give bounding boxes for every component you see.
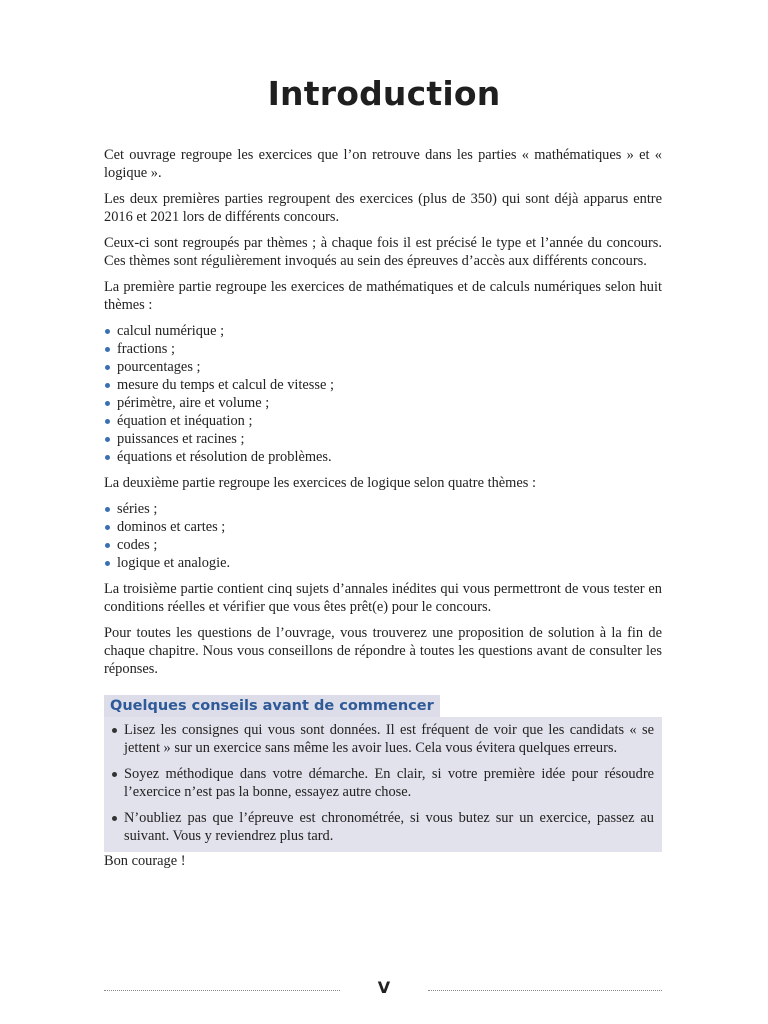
- list-item: fractions ;: [104, 340, 662, 358]
- paragraph-intro: Cet ouvrage regroupe les exercices que l’on retrouve dans les parties « mathématiques » et « logique ».: [104, 147, 662, 181]
- list-item: logique et analogie.: [104, 554, 662, 572]
- paragraph-themes: Ceux-ci sont regroupés par thèmes ; à chaque fois il est précisé le type et l’année du concours. Ces thèmes sont régulièrement invoqués au sein des épreuves d’accès aux différents concours.: [104, 235, 662, 269]
- paragraph-part-three: La troisième partie contient cinq sujets d’annales inédites qui vous permettront de vous tester en conditions réelles et vérifier que vous êtes prêt(e) pour le concours.: [104, 581, 662, 615]
- footer-divider-left: [104, 990, 340, 991]
- paragraph-solutions: Pour toutes les questions de l’ouvrage, vous trouverez une proposition de solution à la fin de chaque chapitre. Nous vous conseillons de répondre à toutes les questions avant de consulter les réponses.: [104, 625, 662, 677]
- logic-themes-list: [104, 500, 662, 572]
- tips-title: Quelques conseils avant de commencer: [104, 695, 440, 717]
- math-themes-list: [104, 322, 662, 466]
- paragraph-part-one: La première partie regroupe les exercices de mathématiques et de calculs numériques selon huit thèmes :: [104, 279, 662, 313]
- list-item: périmètre, aire et volume ;: [104, 394, 662, 412]
- list-item: puissances et racines ;: [104, 430, 662, 448]
- list-item: pourcentages ;: [104, 358, 662, 376]
- tip-item: N’oubliez pas que l’épreuve est chronométrée, si vous butez sur un exercice, passez au suivant. Vous y reviendrez plus tard.: [112, 809, 654, 845]
- tip-item: Lisez les consignes qui vous sont données. Il est fréquent de voir que les candidats « se jettent » sur un exercice sans même les avoir lues. Cela vous évitera quelques erreurs.: [112, 721, 654, 757]
- page-number: V: [377, 978, 391, 997]
- paragraph-part-two: La deuxième partie regroupe les exercices de logique selon quatre thèmes :: [104, 475, 536, 491]
- tip-item: Soyez méthodique dans votre démarche. En clair, si votre première idée pour résoudre l’exercice n’est pas la bonne, essayez autre chose.: [112, 765, 654, 801]
- footer-divider-right: [428, 990, 662, 991]
- tips-section: [104, 695, 662, 852]
- paragraph-first-parts: Les deux premières parties regroupent des exercices (plus de 350) qui sont déjà apparus entre 2016 et 2021 lors de différents concours.: [104, 191, 662, 225]
- list-item: mesure du temps et calcul de vitesse ;: [104, 376, 662, 394]
- list-item: codes ;: [104, 536, 662, 554]
- page-title: Introduction: [267, 74, 501, 113]
- list-item: équation et inéquation ;: [104, 412, 662, 430]
- list-item: équations et résolution de problèmes.: [104, 448, 662, 466]
- closing-text: Bon courage !: [104, 853, 186, 869]
- tips-list: [112, 721, 654, 845]
- body-content: [104, 146, 662, 878]
- tips-box: [104, 717, 662, 852]
- list-item: calcul numérique ;: [104, 322, 662, 340]
- list-item: dominos et cartes ;: [104, 518, 662, 536]
- list-item: séries ;: [104, 500, 662, 518]
